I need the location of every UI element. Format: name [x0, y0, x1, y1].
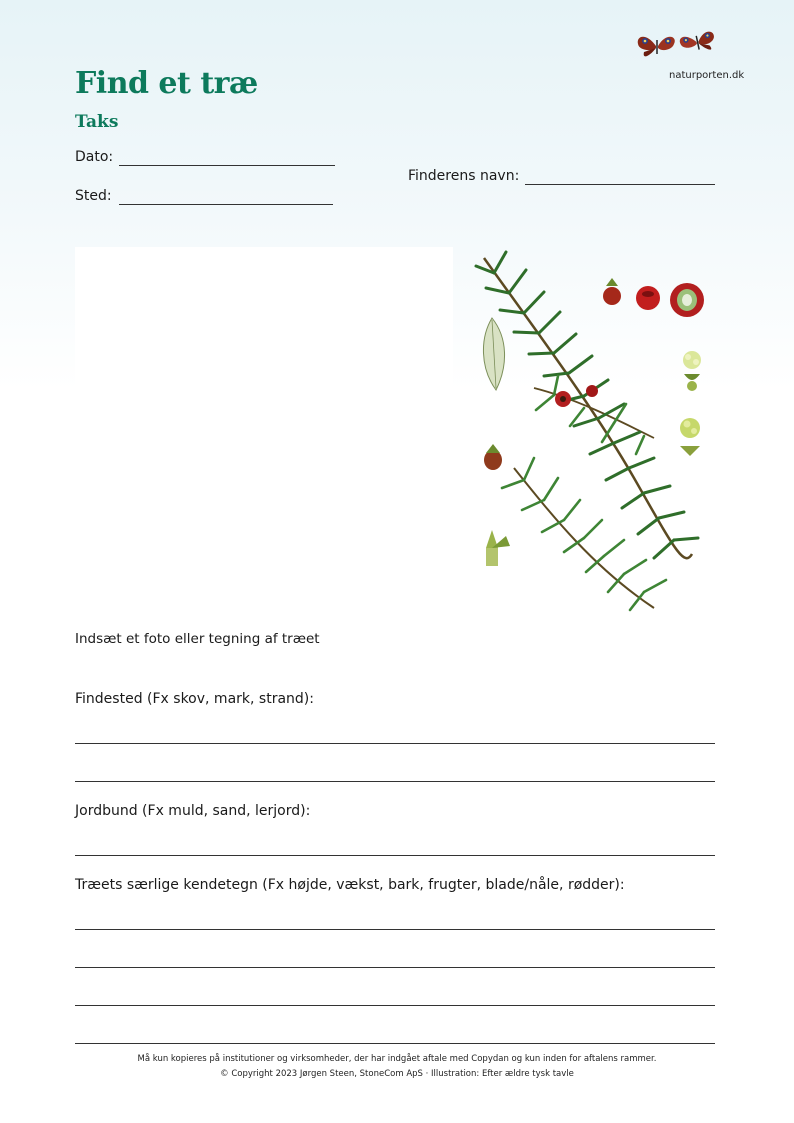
date-field[interactable] — [119, 165, 335, 166]
date-label: Dato: — [75, 149, 114, 165]
answer-line[interactable] — [75, 855, 715, 856]
photo-drop-area[interactable] — [75, 247, 453, 619]
place-field[interactable] — [119, 204, 333, 205]
photo-hint: Indsæt et foto eller tegning af træet — [75, 631, 320, 647]
answer-line[interactable] — [75, 967, 715, 968]
site-name: naturporten.dk — [669, 70, 745, 81]
yew-branch-illustration — [474, 248, 720, 640]
place-label: Sted: — [75, 188, 112, 204]
question-label: Findested (Fx skov, mark, strand): — [75, 691, 314, 707]
question-label: Træets særlige kendetegn (Fx højde, vækst, bark, frugter, blade/nåle, rødder): — [75, 877, 625, 893]
finder-name-label: Finderens navn: — [408, 168, 520, 184]
copyright-notice: Må kun kopieres på institutioner og virksomheder, der har indgået aftale med Copydan og kun inden for aftalens rammer. — [137, 1054, 657, 1064]
page-title: Find et træ — [75, 66, 258, 101]
answer-line[interactable] — [75, 743, 715, 744]
butterfly-logo-icon — [632, 26, 722, 66]
question-label: Jordbund (Fx muld, sand, lerjord): — [75, 803, 311, 819]
copyright-credit: © Copyright 2023 Jørgen Steen, StoneCom ApS · Illustration: Efter ældre tysk tavle — [220, 1069, 574, 1079]
answer-line[interactable] — [75, 1005, 715, 1006]
answer-line[interactable] — [75, 929, 715, 930]
answer-line[interactable] — [75, 1043, 715, 1044]
finder-name-field[interactable] — [525, 184, 715, 185]
tree-name: Taks — [75, 112, 119, 132]
answer-line[interactable] — [75, 781, 715, 782]
